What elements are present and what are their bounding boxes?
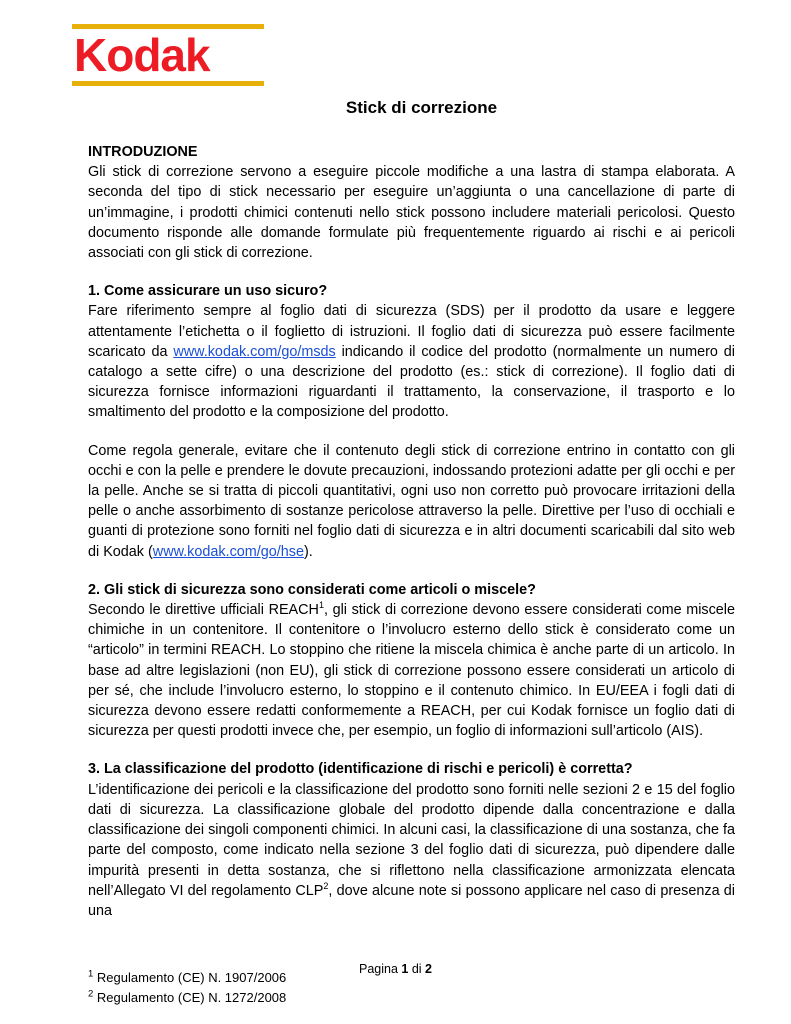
section-4	[88, 759, 735, 921]
section-heading-1: 1. Come assicurare un uso sicuro?	[88, 283, 328, 300]
footnote-1-marker: 1	[88, 968, 94, 980]
section-2-general-rule	[88, 441, 735, 562]
document-body	[88, 142, 735, 921]
footnote-ref-1: 1	[318, 600, 324, 611]
footer-middle: di	[408, 962, 426, 976]
section-heading-3: 2. Gli stick di sicurezza sono considerati come articoli o miscele?	[88, 581, 536, 598]
section-heading-4: 3. La classificazione del prodotto (identificazione di rischi e pericoli) è corretta?	[88, 761, 633, 778]
section-body-introduzione: Gli stick di correzione servono a eseguire piccole modifiche a una lastra di stampa elaborata. A seconda del tipo di stick necessario per eseguire un’aggiunta o una cancellazione di parte di un’immagine, i prodotti chimici contenuti nello stick possono includere materiali pericolosi. Questo documento risponde alle domande formulate più frequentemente riguardo ai rischi e ai pericoli associati con gli stick di correzione.	[88, 164, 735, 262]
footer-total-pages: 2	[425, 962, 432, 976]
msds-link[interactable]: www.kodak.com/go/msds	[173, 343, 336, 360]
footer-prefix: Pagina	[359, 962, 402, 976]
section-1	[88, 281, 735, 422]
section-introduzione	[88, 142, 735, 263]
section-body-3-part2: , gli stick di correzione devono essere considerati come miscele chimiche in un contenitore. Il contenitore o l’involucro esterno dello stick è considerato come un “articolo” in termini REACH. Lo stoppino che ritiene la miscela chimica è anche parte di un articolo. In base ad altre legislazioni (non EU), gli stick di correzione possono essere considerati un articolo di per sé, che include l’involucro esterno, lo stoppino e il contenuto chimico. In EU/EEA i fogli dati di sicurezza devono essere redatti conformemente a REACH, per cui Kodak fornisce un foglio dati di sicurezza per questi prodotti invece che, per esempio, un foglio di informazioni sull’articolo (AIS).	[88, 602, 735, 740]
kodak-logo	[72, 24, 272, 86]
footnote-2	[88, 988, 286, 1008]
section-3	[88, 580, 735, 742]
footnotes	[88, 968, 286, 1008]
section-body-4-part1: L’identificazione dei pericoli e la classificazione del prodotto sono forniti nelle sezioni 2 e 15 del foglio dati di sicurezza. La classificazione globale del prodotto dipende dalla concentrazione e dalla classificazione dei singoli componenti chimici. In alcuni casi, la classificazione di una sostanza, che fa parte del composto, come indicato nella sezione 3 del foglio dati di sicurezza, può dipendere dalle impurità presenti in detta sostanza, che si riflettono nella classificazione armonizzata elencata nell’Allegato VI del regolamento CLP	[88, 781, 735, 899]
footnote-2-text: Regulamento (CE) N. 1272/2008	[96, 990, 287, 1005]
logo-bar-bottom	[72, 81, 264, 86]
section-body-1-part2: indicando il codice del prodotto (normalmente un numero di catalogo a sette cifre) o una descrizione del prodotto (es.: stick di correzione). Il foglio dati di sicurezza fornisce informazioni riguardanti il trattamento, la conservazione, il trasporto e lo smaltimento del prodotto e la composizione del prodotto.	[88, 343, 736, 421]
section-body-3-part1: Secondo le direttive ufficiali REACH	[88, 602, 319, 619]
hse-link[interactable]: www.kodak.com/go/hse	[152, 543, 304, 560]
footer-current-page: 1	[401, 962, 409, 976]
footnote-ref-2: 2	[323, 880, 329, 891]
footnote-2-marker: 2	[88, 988, 94, 1000]
logo-wordmark: Kodak	[74, 29, 210, 81]
section-body-2-part2: ).	[303, 543, 313, 560]
section-body-4-part2: , dove alcune note si possono applicare nel caso di presenza di una	[88, 882, 736, 919]
footnote-1-text: Regulamento (CE) N. 1907/2006	[96, 970, 287, 985]
section-body-2-part1: Come regola generale, evitare che il contenuto degli stick di correzione entrino in contatto con gli occhi e con la pelle e prendere le dovute precauzioni, indossando protezioni adatte per gli occhi e per la pelle. Anche se si tratta di piccoli quantitativi, ogni uso non corretto può provocare irritazioni della pelle o anche assorbimento di sostanze pericolose attraverso la pelle. Direttive per l’uso di occhiali e guanti di protezione sono forniti nel foglio dati di sicurezza e in altri documenti scaricabili dal sito web di Kodak (	[88, 442, 735, 560]
section-body-1-part1: Fare riferimento sempre al foglio dati di sicurezza (SDS) per il prodotto da usare e leggere attentamente l’etichetta o il foglietto di istruzioni. Il foglio dati di sicurezza può essere facilmente scaricato da	[88, 303, 735, 360]
section-heading-introduzione: INTRODUZIONE	[88, 144, 198, 160]
footnote-1	[88, 968, 286, 988]
page-title: Stick di correzione	[345, 98, 498, 117]
